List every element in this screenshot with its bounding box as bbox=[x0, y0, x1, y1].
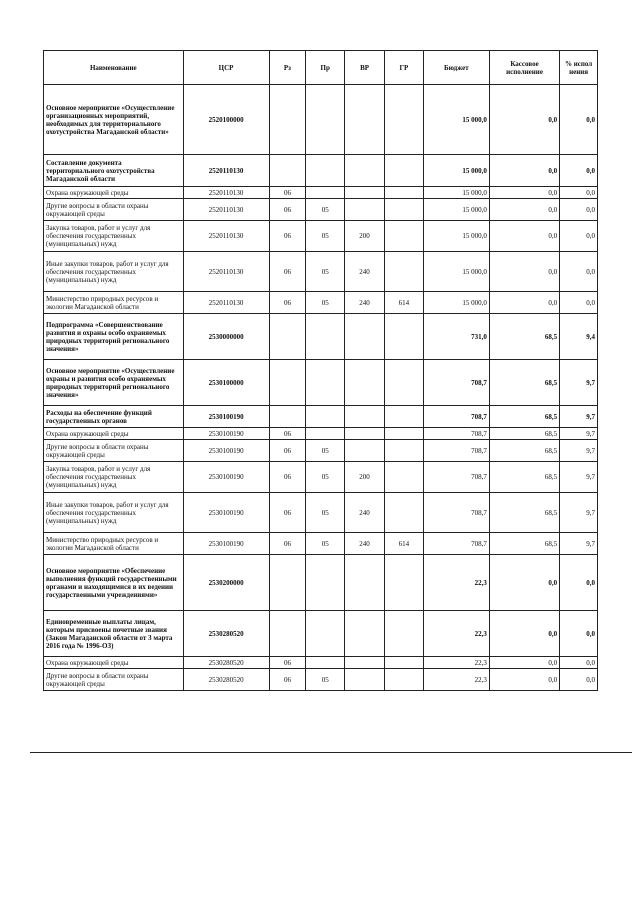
cell-csr: 2520110130 bbox=[183, 199, 269, 221]
cell-budget: 15 000,0 bbox=[423, 187, 489, 199]
cell-gr bbox=[384, 462, 423, 493]
cell-csr: 2520100000 bbox=[183, 85, 269, 155]
cell-budget: 708,7 bbox=[423, 428, 489, 440]
cell-vr: 240 bbox=[345, 493, 385, 533]
cell-name: Основное мероприятие «Осуществление охраны и развития особо охраняемых природных территорий регионального значения» bbox=[44, 360, 184, 406]
cell-csr: 2520110130 bbox=[183, 155, 269, 187]
cell-name: Охрана окружающей среды bbox=[44, 657, 184, 669]
header-pr: Пр bbox=[306, 51, 345, 85]
cell-gr bbox=[384, 406, 423, 428]
table-row bbox=[44, 187, 598, 199]
cell-csr: 2530280520 bbox=[183, 611, 269, 657]
cell-pr bbox=[306, 406, 345, 428]
cell-vr: 240 bbox=[345, 252, 385, 292]
cell-kassa: 0,0 bbox=[489, 292, 559, 314]
cell-name: Основное мероприятие «Осуществление организационных мероприятий, необходимых для территориального охотустройства Магаданской области» bbox=[44, 85, 184, 155]
cell-csr: 2530000000 bbox=[183, 314, 269, 360]
cell-gr bbox=[384, 187, 423, 199]
table-row bbox=[44, 428, 598, 440]
cell-kassa: 68,5 bbox=[489, 440, 559, 462]
cell-pr bbox=[306, 611, 345, 657]
cell-name: Другие вопросы в области охраны окружающей среды bbox=[44, 199, 184, 221]
header-percent: % испол нения bbox=[560, 51, 598, 85]
cell-name: Другие вопросы в области охраны окружающей среды bbox=[44, 440, 184, 462]
cell-percent: 0,0 bbox=[560, 155, 598, 187]
cell-vr: 200 bbox=[345, 462, 385, 493]
cell-name: Основное мероприятие «Обеспечение выполнения функций государственными органами и находящимися в их ведении государственными учреждениями» bbox=[44, 555, 184, 611]
cell-kassa: 0,0 bbox=[489, 85, 559, 155]
cell-gr bbox=[384, 657, 423, 669]
header-gr: ГР bbox=[384, 51, 423, 85]
cell-kassa: 68,5 bbox=[489, 314, 559, 360]
cell-rz: 06 bbox=[269, 187, 306, 199]
cell-pr: 05 bbox=[306, 252, 345, 292]
cell-gr bbox=[384, 199, 423, 221]
cell-gr bbox=[384, 360, 423, 406]
cell-percent: 9,7 bbox=[560, 406, 598, 428]
table-row bbox=[44, 462, 598, 493]
cell-name: Единовременные выплаты лицам, которым присвоены почетные звания (Закон Магаданской области от 3 марта 2016 года № 1996-ОЗ) bbox=[44, 611, 184, 657]
page-bottom-rule bbox=[30, 752, 632, 753]
cell-csr: 2530100190 bbox=[183, 462, 269, 493]
cell-gr bbox=[384, 493, 423, 533]
cell-percent: 0,0 bbox=[560, 292, 598, 314]
cell-kassa: 0,0 bbox=[489, 611, 559, 657]
cell-percent: 0,0 bbox=[560, 85, 598, 155]
cell-csr: 2530100190 bbox=[183, 493, 269, 533]
cell-rz bbox=[269, 360, 306, 406]
cell-rz bbox=[269, 314, 306, 360]
table-row bbox=[44, 252, 598, 292]
table-header-row bbox=[44, 51, 598, 85]
cell-csr: 2530100190 bbox=[183, 533, 269, 555]
cell-gr bbox=[384, 314, 423, 360]
budget-table bbox=[43, 50, 598, 691]
cell-csr: 2530200000 bbox=[183, 555, 269, 611]
cell-csr: 2520110130 bbox=[183, 252, 269, 292]
cell-percent: 9,7 bbox=[560, 493, 598, 533]
cell-percent: 9,7 bbox=[560, 533, 598, 555]
header-budget: Бюджет bbox=[423, 51, 489, 85]
cell-budget: 708,7 bbox=[423, 440, 489, 462]
header-vr: ВР bbox=[345, 51, 385, 85]
cell-name: Другие вопросы в области охраны окружающей среды bbox=[44, 669, 184, 691]
cell-rz: 06 bbox=[269, 533, 306, 555]
table-row bbox=[44, 155, 598, 187]
cell-vr bbox=[345, 199, 385, 221]
cell-pr bbox=[306, 314, 345, 360]
cell-kassa: 68,5 bbox=[489, 360, 559, 406]
cell-gr bbox=[384, 252, 423, 292]
cell-budget: 22,3 bbox=[423, 555, 489, 611]
cell-rz: 06 bbox=[269, 428, 306, 440]
cell-name: Иные закупки товаров, работ и услуг для обеспечения государственных (муниципальных) нужд bbox=[44, 493, 184, 533]
cell-vr: 240 bbox=[345, 292, 385, 314]
cell-vr: 240 bbox=[345, 533, 385, 555]
cell-kassa: 0,0 bbox=[489, 252, 559, 292]
table-row bbox=[44, 314, 598, 360]
cell-percent: 9,7 bbox=[560, 440, 598, 462]
cell-percent: 0,0 bbox=[560, 669, 598, 691]
cell-percent: 0,0 bbox=[560, 199, 598, 221]
cell-pr bbox=[306, 85, 345, 155]
cell-name: Министерство природных ресурсов и экологии Магаданской области bbox=[44, 533, 184, 555]
table-row bbox=[44, 221, 598, 252]
cell-gr bbox=[384, 440, 423, 462]
cell-csr: 2530100190 bbox=[183, 428, 269, 440]
table-row bbox=[44, 440, 598, 462]
cell-rz bbox=[269, 85, 306, 155]
header-csr: ЦСР bbox=[183, 51, 269, 85]
cell-rz bbox=[269, 155, 306, 187]
cell-rz: 06 bbox=[269, 221, 306, 252]
cell-name: Закупка товаров, работ и услуг для обеспечения государственных (муниципальных) нужд bbox=[44, 221, 184, 252]
cell-percent: 9,7 bbox=[560, 428, 598, 440]
cell-name: Охрана окружающей среды bbox=[44, 428, 184, 440]
cell-pr: 05 bbox=[306, 221, 345, 252]
cell-pr bbox=[306, 155, 345, 187]
cell-kassa: 68,5 bbox=[489, 493, 559, 533]
cell-budget: 15 000,0 bbox=[423, 292, 489, 314]
cell-vr bbox=[345, 611, 385, 657]
cell-budget: 708,7 bbox=[423, 493, 489, 533]
cell-percent: 0,0 bbox=[560, 252, 598, 292]
cell-csr: 2520110130 bbox=[183, 292, 269, 314]
cell-percent: 9,7 bbox=[560, 360, 598, 406]
header-kassa: Кассовое исполнение bbox=[489, 51, 559, 85]
cell-percent: 0,0 bbox=[560, 657, 598, 669]
cell-pr: 05 bbox=[306, 462, 345, 493]
cell-vr bbox=[345, 406, 385, 428]
cell-rz: 06 bbox=[269, 462, 306, 493]
cell-vr bbox=[345, 155, 385, 187]
cell-kassa: 0,0 bbox=[489, 657, 559, 669]
cell-gr bbox=[384, 221, 423, 252]
cell-percent: 0,0 bbox=[560, 221, 598, 252]
cell-rz: 06 bbox=[269, 440, 306, 462]
cell-csr: 2530100190 bbox=[183, 406, 269, 428]
table-row bbox=[44, 493, 598, 533]
cell-percent: 0,0 bbox=[560, 555, 598, 611]
cell-budget: 22,3 bbox=[423, 669, 489, 691]
cell-percent: 0,0 bbox=[560, 187, 598, 199]
cell-kassa: 68,5 bbox=[489, 462, 559, 493]
cell-kassa: 68,5 bbox=[489, 428, 559, 440]
cell-name: Иные закупки товаров, работ и услуг для обеспечения государственных (муниципальных) нужд bbox=[44, 252, 184, 292]
cell-rz: 06 bbox=[269, 252, 306, 292]
cell-pr: 05 bbox=[306, 493, 345, 533]
table-row bbox=[44, 360, 598, 406]
header-name: Наименование bbox=[44, 51, 184, 85]
cell-vr bbox=[345, 657, 385, 669]
cell-budget: 708,7 bbox=[423, 360, 489, 406]
cell-pr: 05 bbox=[306, 669, 345, 691]
cell-gr bbox=[384, 155, 423, 187]
cell-vr bbox=[345, 440, 385, 462]
cell-kassa: 68,5 bbox=[489, 406, 559, 428]
cell-vr bbox=[345, 428, 385, 440]
cell-pr bbox=[306, 555, 345, 611]
cell-budget: 15 000,0 bbox=[423, 155, 489, 187]
cell-vr bbox=[345, 669, 385, 691]
cell-gr bbox=[384, 428, 423, 440]
cell-budget: 15 000,0 bbox=[423, 221, 489, 252]
table-row bbox=[44, 406, 598, 428]
table-row bbox=[44, 199, 598, 221]
cell-kassa: 0,0 bbox=[489, 155, 559, 187]
cell-name: Подпрограмма «Совершенствование развития и охраны особо охраняемых природных территорий регионального значения» bbox=[44, 314, 184, 360]
cell-vr: 200 bbox=[345, 221, 385, 252]
cell-pr: 05 bbox=[306, 292, 345, 314]
cell-csr: 2530100190 bbox=[183, 440, 269, 462]
cell-kassa: 0,0 bbox=[489, 199, 559, 221]
cell-budget: 708,7 bbox=[423, 406, 489, 428]
cell-budget: 708,7 bbox=[423, 533, 489, 555]
table-row bbox=[44, 611, 598, 657]
cell-vr bbox=[345, 187, 385, 199]
cell-budget: 731,0 bbox=[423, 314, 489, 360]
cell-gr: 614 bbox=[384, 533, 423, 555]
cell-gr bbox=[384, 669, 423, 691]
cell-rz: 06 bbox=[269, 493, 306, 533]
cell-csr: 2520110130 bbox=[183, 221, 269, 252]
cell-rz: 06 bbox=[269, 657, 306, 669]
cell-name: Закупка товаров, работ и услуг для обеспечения государственных (муниципальных) нужд bbox=[44, 462, 184, 493]
cell-kassa: 68,5 bbox=[489, 533, 559, 555]
cell-budget: 15 000,0 bbox=[423, 252, 489, 292]
cell-budget: 708,7 bbox=[423, 462, 489, 493]
cell-budget: 22,3 bbox=[423, 611, 489, 657]
cell-name: Министерство природных ресурсов и экологии Магаданской области bbox=[44, 292, 184, 314]
cell-percent: 0,0 bbox=[560, 611, 598, 657]
cell-pr: 05 bbox=[306, 533, 345, 555]
cell-name: Расходы на обеспечение функций государственных органов bbox=[44, 406, 184, 428]
table-row bbox=[44, 657, 598, 669]
cell-rz: 06 bbox=[269, 669, 306, 691]
cell-percent: 9,7 bbox=[560, 462, 598, 493]
cell-vr bbox=[345, 360, 385, 406]
cell-kassa: 0,0 bbox=[489, 669, 559, 691]
cell-csr: 2520110130 bbox=[183, 187, 269, 199]
cell-kassa: 0,0 bbox=[489, 555, 559, 611]
cell-vr bbox=[345, 314, 385, 360]
cell-budget: 22,3 bbox=[423, 657, 489, 669]
cell-rz bbox=[269, 611, 306, 657]
table-row bbox=[44, 292, 598, 314]
table-row bbox=[44, 669, 598, 691]
cell-rz bbox=[269, 406, 306, 428]
cell-gr bbox=[384, 611, 423, 657]
cell-name: Составление документа территориального охотустройства Магаданской области bbox=[44, 155, 184, 187]
cell-pr bbox=[306, 187, 345, 199]
cell-csr: 2530100000 bbox=[183, 360, 269, 406]
cell-rz bbox=[269, 555, 306, 611]
cell-csr: 2530280520 bbox=[183, 669, 269, 691]
cell-budget: 15 000,0 bbox=[423, 85, 489, 155]
cell-pr bbox=[306, 657, 345, 669]
cell-percent: 9,4 bbox=[560, 314, 598, 360]
header-rz: Рз bbox=[269, 51, 306, 85]
cell-rz: 06 bbox=[269, 292, 306, 314]
cell-gr: 614 bbox=[384, 292, 423, 314]
cell-rz: 06 bbox=[269, 199, 306, 221]
cell-pr: 05 bbox=[306, 199, 345, 221]
cell-name: Охрана окружающей среды bbox=[44, 187, 184, 199]
cell-gr bbox=[384, 555, 423, 611]
table-row bbox=[44, 533, 598, 555]
cell-budget: 15 000,0 bbox=[423, 199, 489, 221]
table-row bbox=[44, 85, 598, 155]
cell-kassa: 0,0 bbox=[489, 221, 559, 252]
cell-pr bbox=[306, 428, 345, 440]
cell-pr: 05 bbox=[306, 440, 345, 462]
cell-kassa: 0,0 bbox=[489, 187, 559, 199]
cell-vr bbox=[345, 85, 385, 155]
cell-pr bbox=[306, 360, 345, 406]
cell-csr: 2530280520 bbox=[183, 657, 269, 669]
table-row bbox=[44, 555, 598, 611]
cell-gr bbox=[384, 85, 423, 155]
cell-vr bbox=[345, 555, 385, 611]
